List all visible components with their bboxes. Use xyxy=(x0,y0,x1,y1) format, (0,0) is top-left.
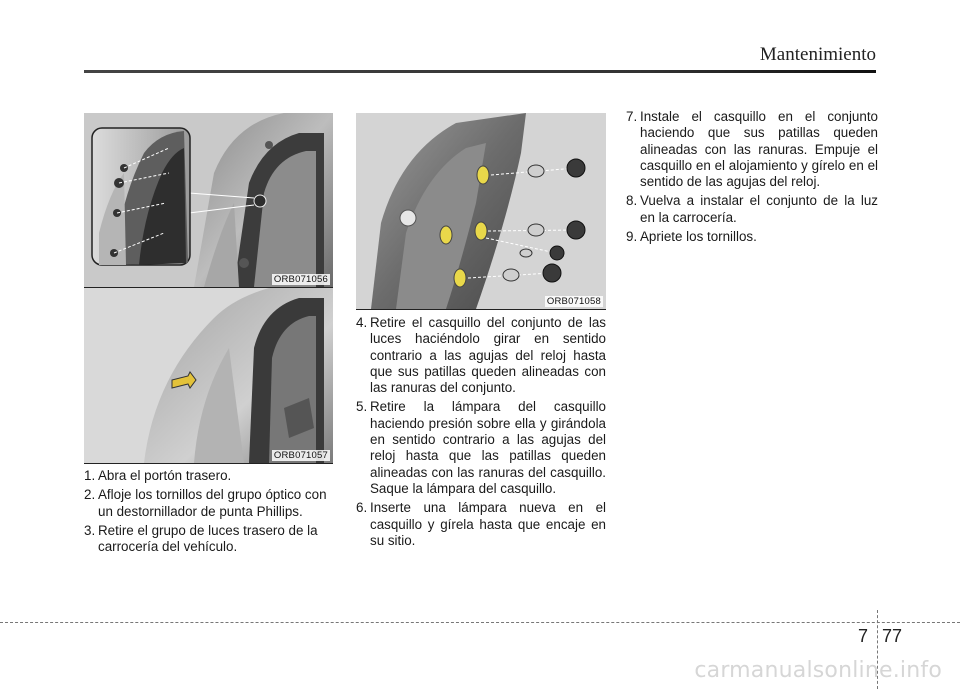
step-item: 4. Retire el casquillo del conjunto de las luces haciéndolo girar en sentido contrario a las agujas del reloj hasta que sus patillas queden alineadas con las ranuras del conjunto. xyxy=(356,315,606,396)
chapter-number: 7 xyxy=(858,626,869,646)
bulb-sockets-illustration xyxy=(356,113,606,309)
figure-divider xyxy=(356,309,606,310)
open-tailgate-illustration xyxy=(84,288,333,463)
header-rule xyxy=(84,70,876,73)
footer-rule xyxy=(0,622,960,623)
step-item: 1. Abra el portón trasero. xyxy=(84,468,232,483)
step-item: 9. Apriete los tornillos. xyxy=(626,229,757,245)
step-item: 8. Vuelva a instalar el conjunto de la luz en la carrocería. xyxy=(626,193,878,225)
step-item: 3. Retire el grupo de luces trasero de la carrocería del vehículo. xyxy=(84,522,318,555)
step-item: 2. Afloje los tornillos del grupo óptico con un destornillador de punta Phillips. xyxy=(84,487,327,519)
tailgate-screws-illustration xyxy=(84,113,333,287)
figure-tailgate-screws xyxy=(84,113,333,287)
step-item: 7. Instale el casquillo en el conjunto haciendo que sus patillas queden alineadas con las ranuras. Empuje el casquillo en el alojamiento y gírelo en el sentido de las agujas del reloj. xyxy=(626,109,878,190)
steps-column-3 xyxy=(626,109,878,248)
figure-open-tailgate xyxy=(84,288,333,463)
step-item: 5. Retire la lámpara del casquillo haciendo presión sobre ella y girándola en sentido contrario a las agujas del reloj hasta que las patillas queden alineadas con las ranuras del casquillo. Saque la lámpara del casquillo. xyxy=(356,399,606,496)
watermark: carmanualsonline.info xyxy=(694,658,942,683)
page-number: 77 xyxy=(882,626,903,646)
steps-column-1 xyxy=(84,468,335,558)
figure-label: ORB071057 xyxy=(273,450,328,461)
figure-bulb-sockets xyxy=(356,113,606,309)
figure-label: ORB071058 xyxy=(546,296,601,307)
step-item: 6. Inserte una lámpara nueva en el casquillo y gírela hasta que encaje en su sitio. xyxy=(356,500,606,548)
figure-label: ORB071056 xyxy=(273,274,328,285)
steps-column-2 xyxy=(356,315,606,552)
figure-divider xyxy=(84,463,333,464)
page-header-title: Mantenimiento xyxy=(759,44,876,65)
